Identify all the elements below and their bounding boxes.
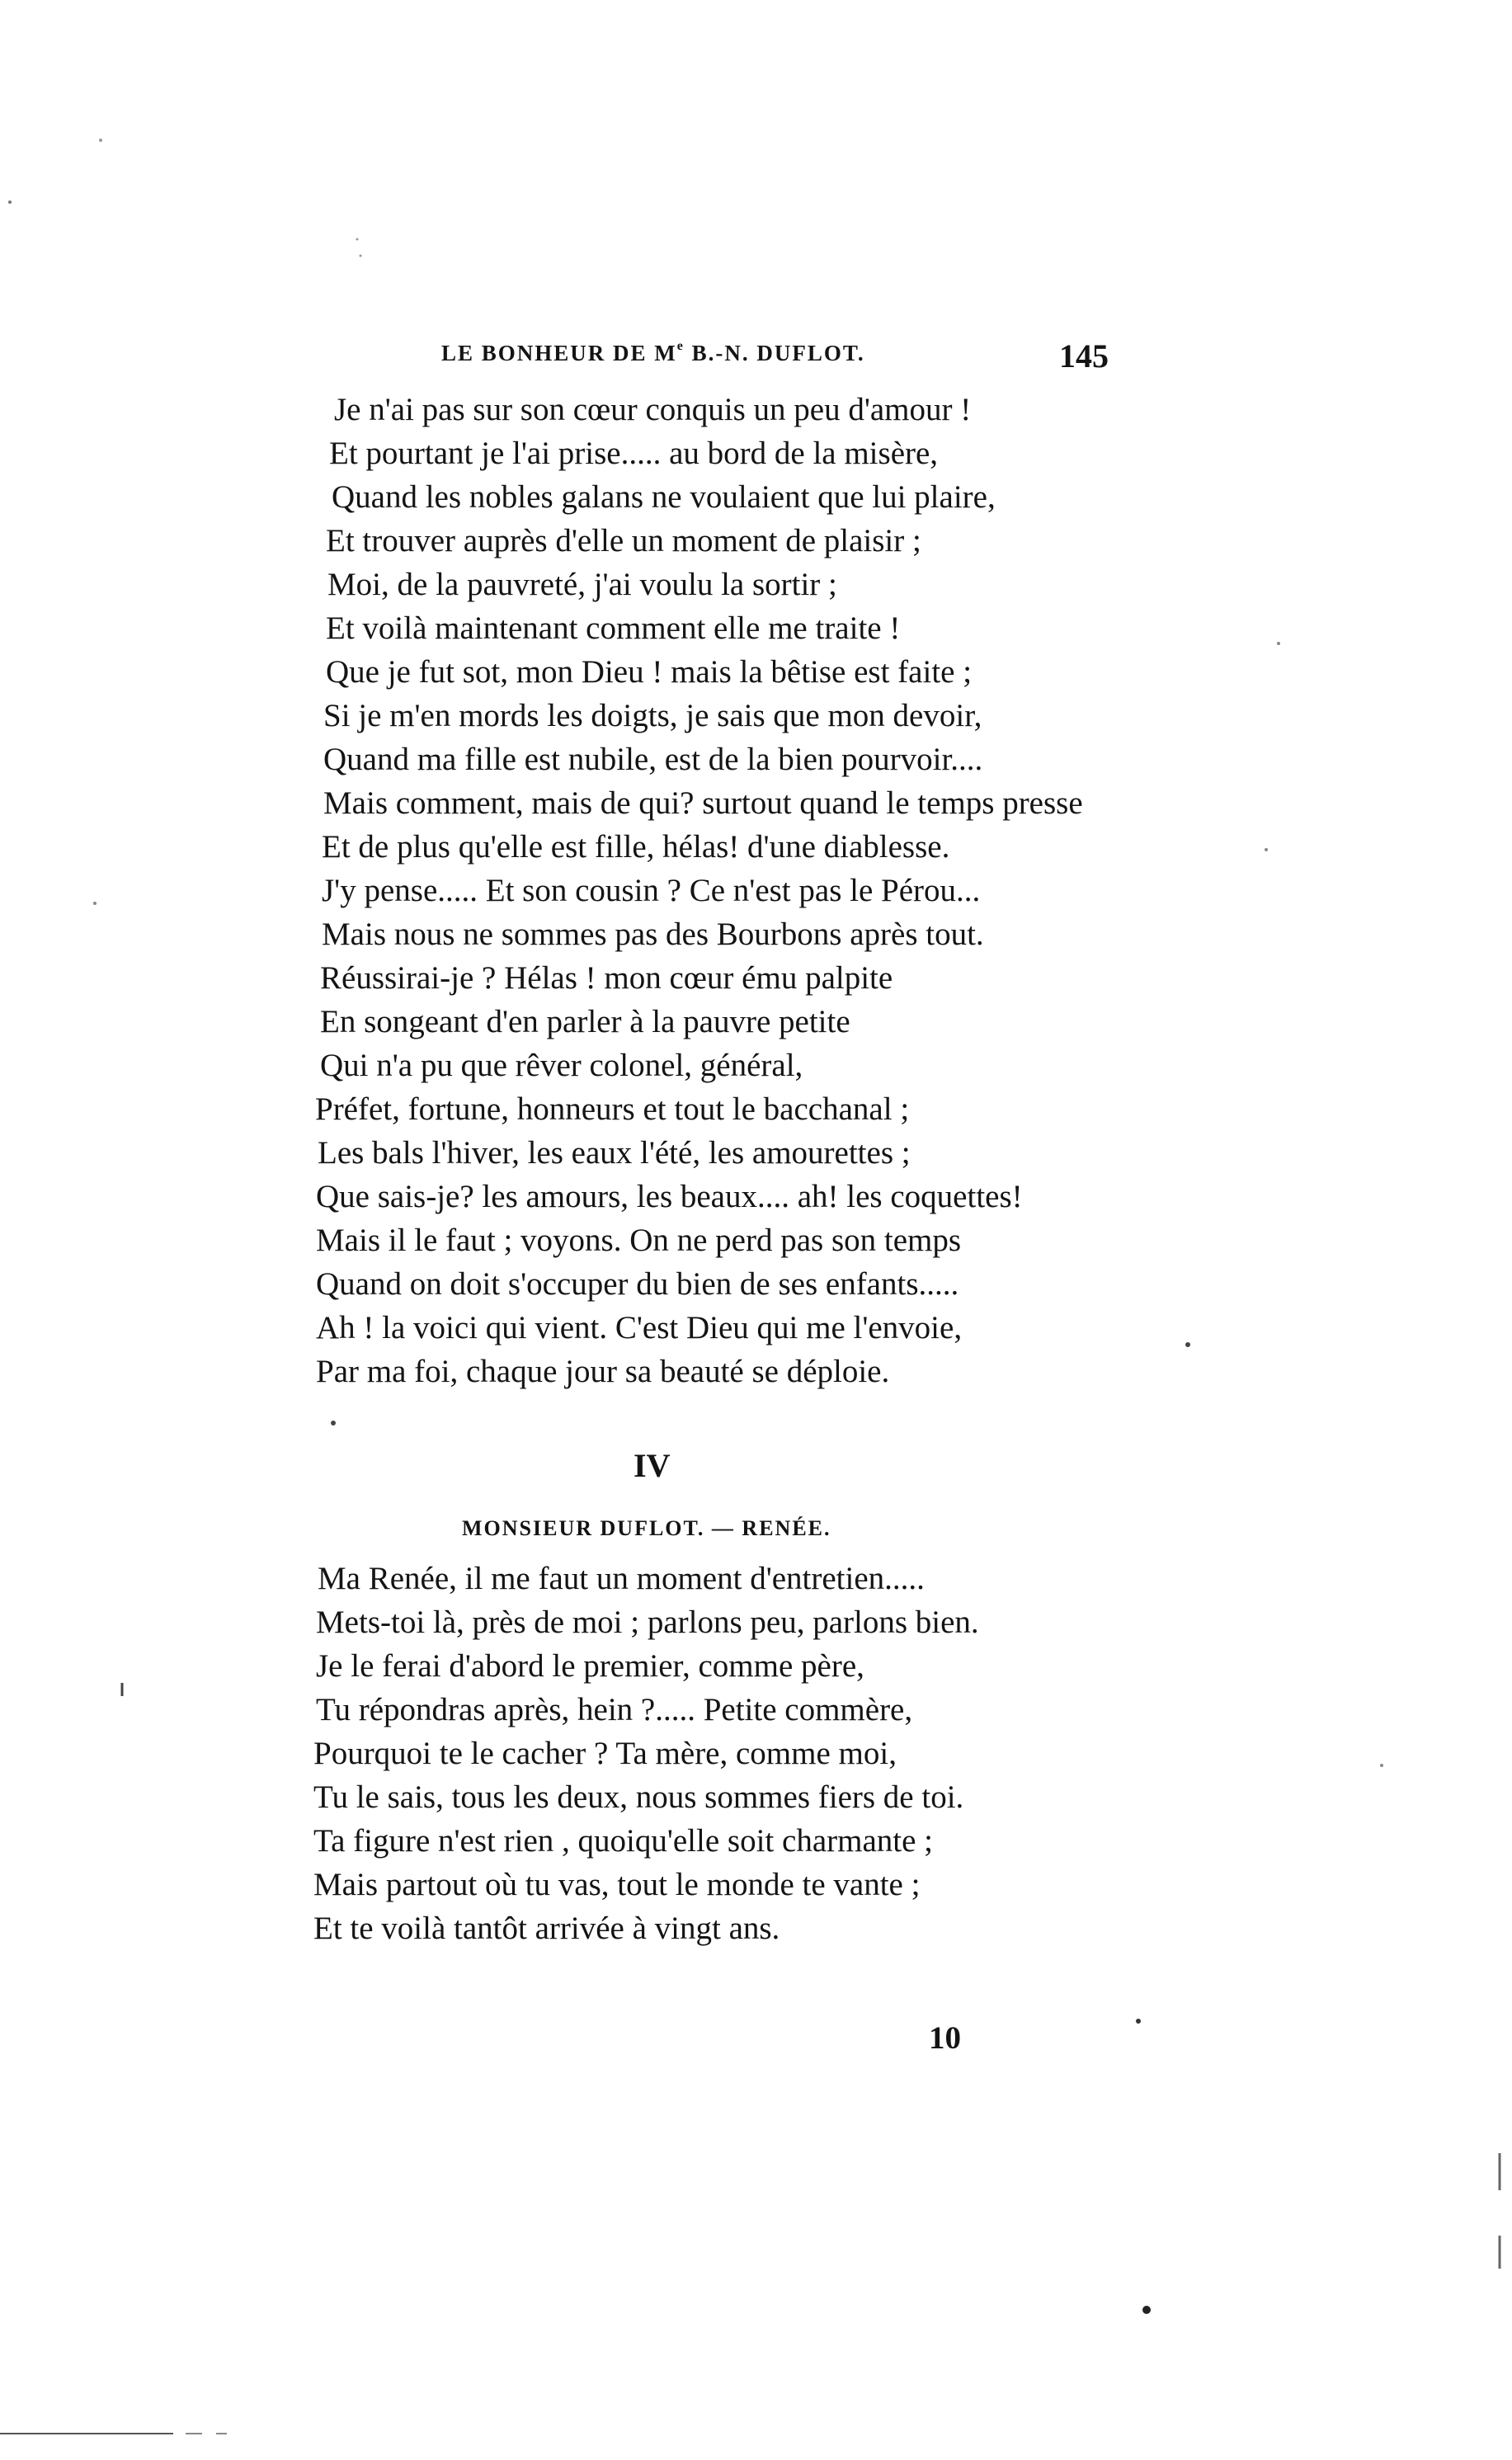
verse-line: Mais comment, mais de qui? surtout quand le temps presse <box>323 785 1083 821</box>
verse-line: Et voilà maintenant comment elle me traite ! <box>326 610 901 646</box>
verse-line: En songeant d'en parler à la pauvre petite <box>320 1004 850 1039</box>
verse-line: Quand on doit s'occuper du bien de ses enfants..... <box>316 1266 959 1302</box>
verse-line: Moi, de la pauvreté, j'ai voulu la sortir ; <box>327 567 837 602</box>
running-head <box>441 341 865 366</box>
verse-line: Et trouver auprès d'elle un moment de plaisir ; <box>326 523 921 558</box>
verse-line: Mais partout où tu vas, tout le monde te vante ; <box>313 1867 921 1902</box>
running-head-title: LE BONHEUR DE M <box>441 341 677 365</box>
verse-line: Quand ma fille est nubile, est de la bien pourvoir.... <box>323 742 983 777</box>
scene-speakers: MONSIEUR DUFLOT. — RENÉE. <box>462 1516 831 1540</box>
verse-line: Tu répondras après, hein ?..... Petite commère, <box>316 1692 913 1727</box>
verse-line: Pourquoi te le cacher ? Ta mère, comme moi, <box>313 1736 897 1771</box>
signature-mark: 10 <box>929 2020 961 2056</box>
section-number: IV <box>634 1447 671 1484</box>
verse-line: Je le ferai d'abord le premier, comme père, <box>316 1648 864 1684</box>
verse-line: Que sais-je? les amours, les beaux.... ah! les coquettes! <box>316 1179 1023 1214</box>
verse-line: Si je m'en mords les doigts, je sais que mon devoir, <box>323 698 982 733</box>
verse-line: Tu le sais, tous les deux, nous sommes fiers de toi. <box>313 1779 964 1815</box>
verse-line: Qui n'a pu que rêver colonel, général, <box>320 1048 803 1083</box>
verse-line: Ta figure n'est rien , quoiqu'elle soit charmante ; <box>313 1823 933 1859</box>
verse-line: Préfet, fortune, honneurs et tout le bacchanal ; <box>315 1091 910 1127</box>
verse-line: Par ma foi, chaque jour sa beauté se déploie. <box>316 1354 890 1389</box>
verse-line: Je n'ai pas sur son cœur conquis un peu d'amour ! <box>334 392 972 427</box>
verse-line: Ma Renée, il me faut un moment d'entretien..... <box>318 1561 925 1596</box>
verse-line: Quand les nobles galans ne voulaient que lui plaire, <box>332 479 996 515</box>
verse-line: Que je fut sot, mon Dieu ! mais la bêtise est faite ; <box>326 654 973 690</box>
verse-line: Mais il le faut ; voyons. On ne perd pas son temps <box>316 1223 962 1258</box>
verse-line: Ah ! la voici qui vient. C'est Dieu qui me l'envoie, <box>316 1310 963 1345</box>
verse-line: Mets-toi là, près de moi ; parlons peu, parlons bien. <box>316 1605 979 1640</box>
verse-line: Et pourtant je l'ai prise..... au bord de la misère, <box>329 436 939 471</box>
verse-line: Les bals l'hiver, les eaux l'été, les amourettes ; <box>318 1135 911 1171</box>
running-head-superscript: e <box>676 339 685 353</box>
verse-line: Et te voilà tantôt arrivée à vingt ans. <box>313 1911 780 1946</box>
verse-line: Et de plus qu'elle est fille, hélas! d'une diablesse. <box>322 829 950 865</box>
running-head-title-rest: B.-N. DUFLOT. <box>684 341 865 365</box>
verse-line: Mais nous ne sommes pas des Bourbons après tout. <box>322 917 984 952</box>
page-number: 145 <box>1059 337 1109 375</box>
verse-line: Réussirai-je ? Hélas ! mon cœur ému palpite <box>320 960 893 996</box>
verse-line: J'y pense..... Et son cousin ? Ce n'est pas le Pérou... <box>322 873 981 908</box>
